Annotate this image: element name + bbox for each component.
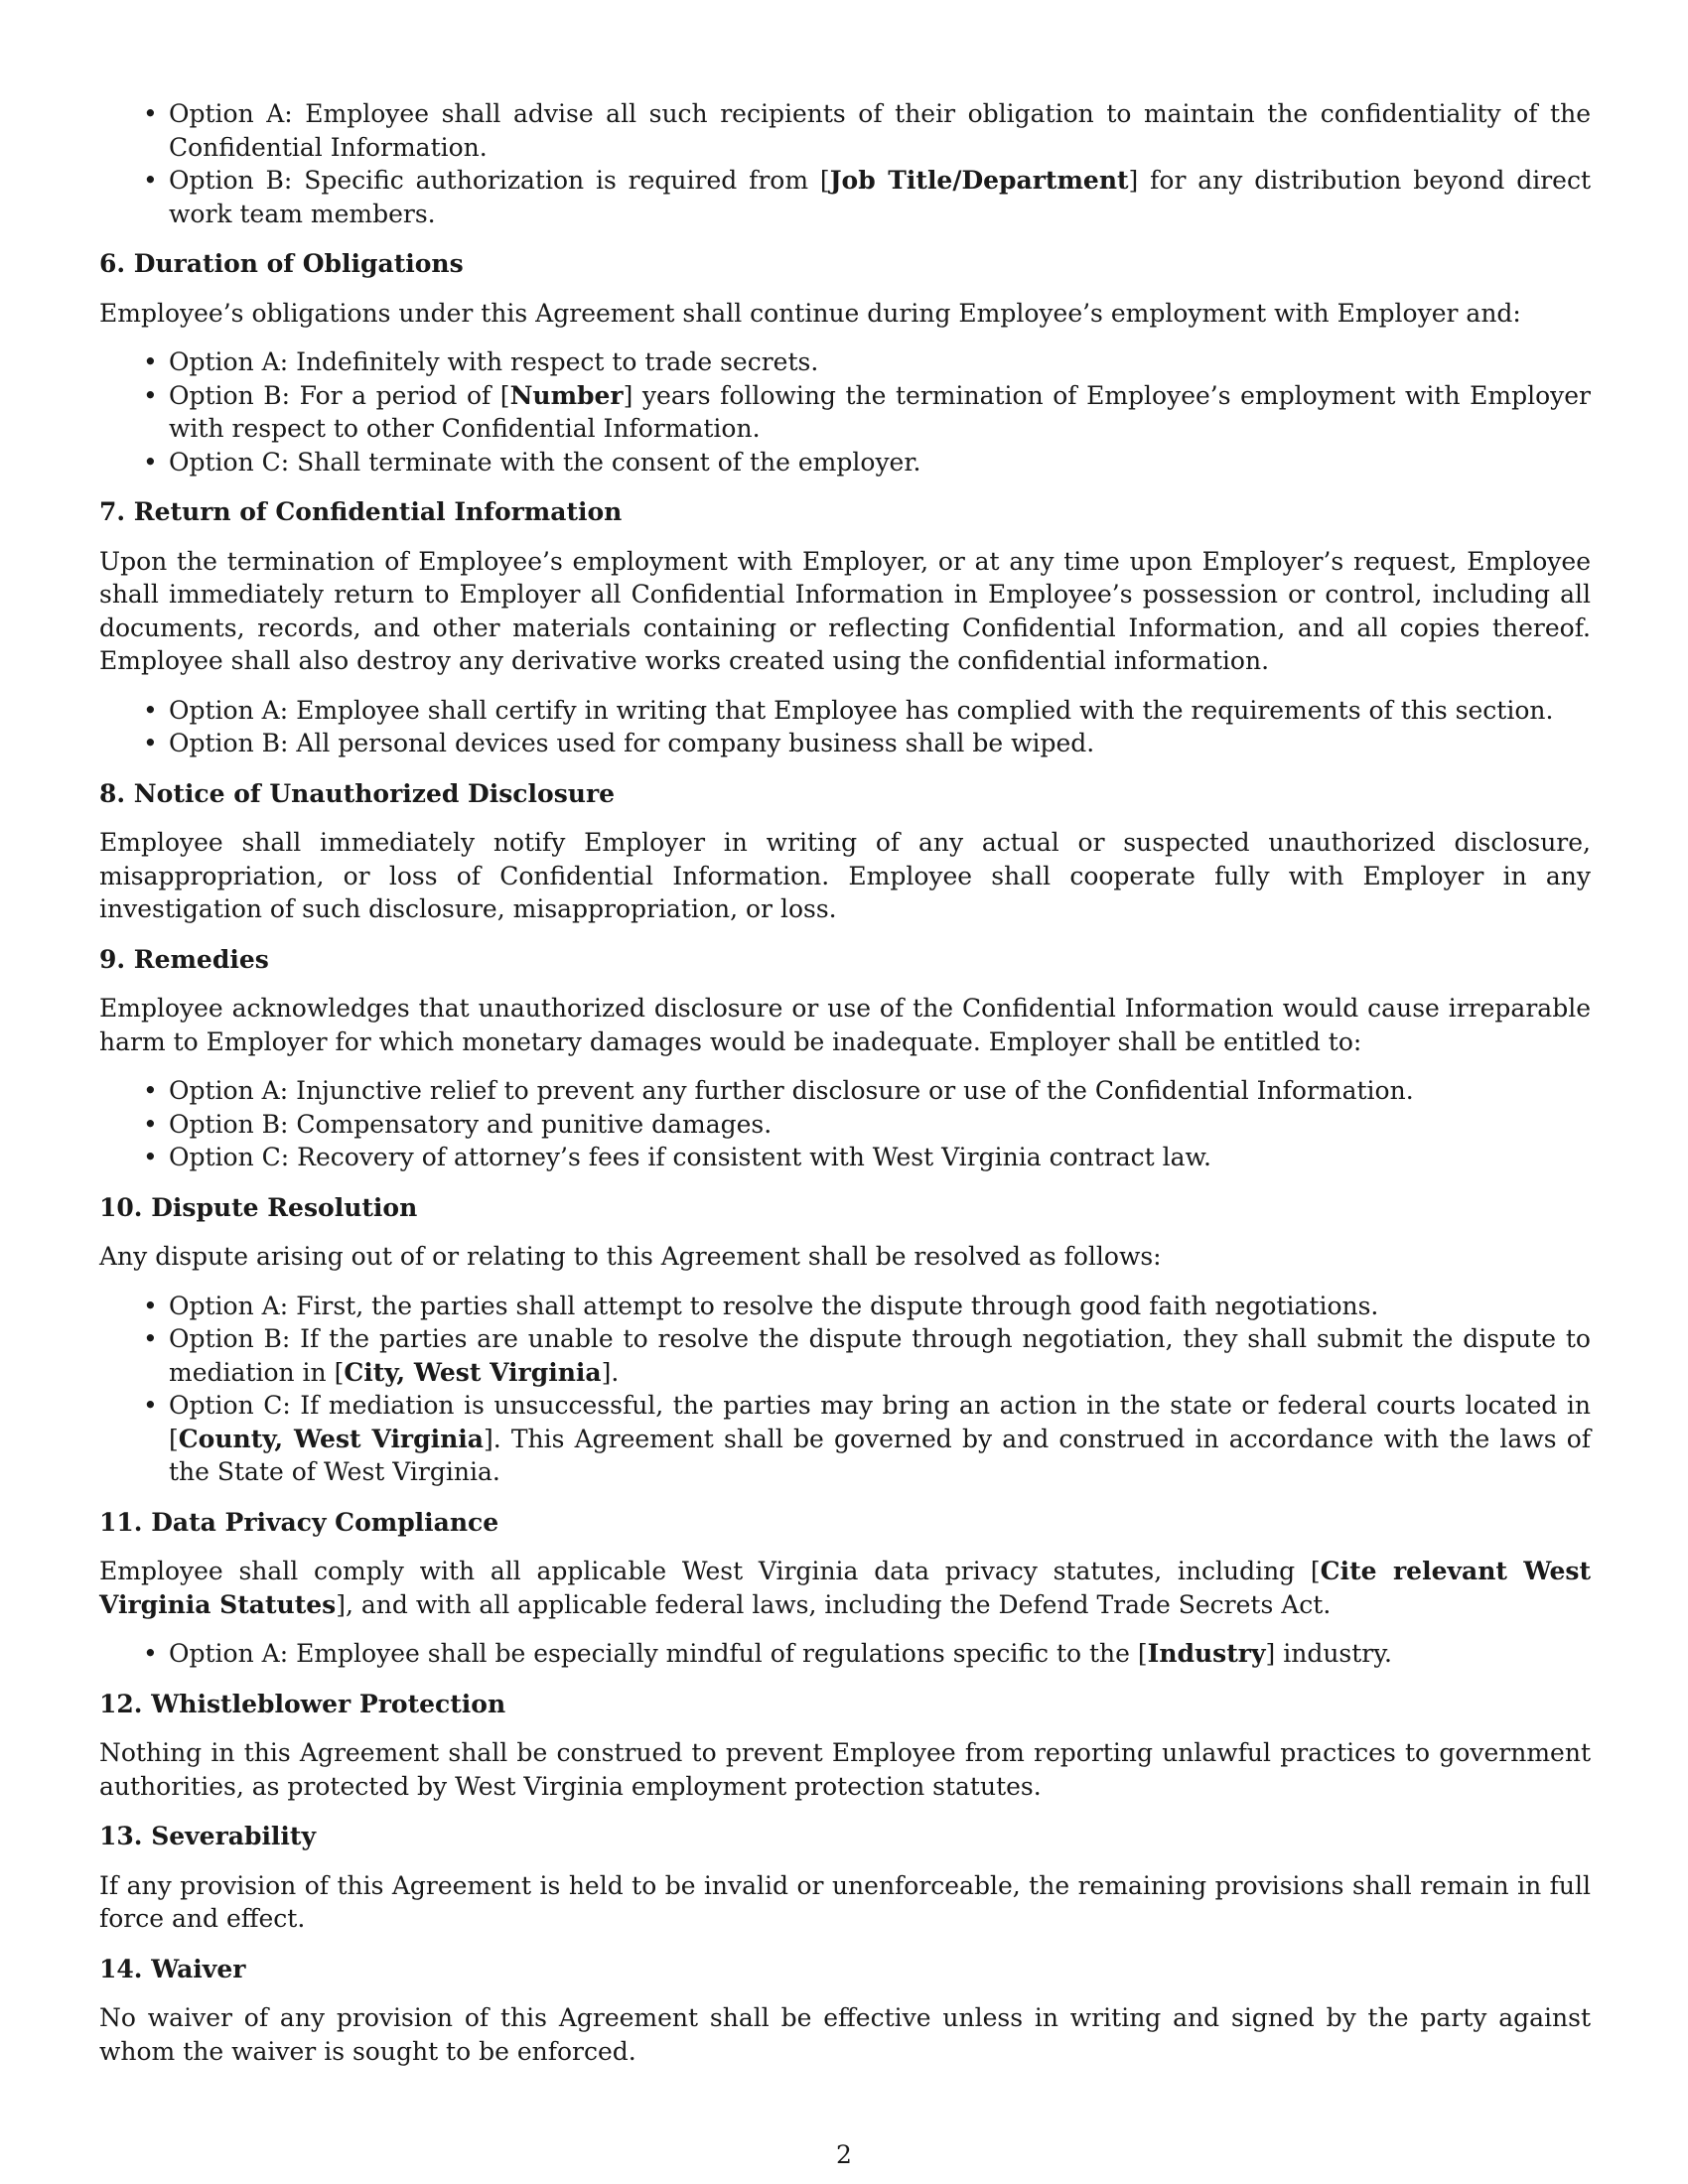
placeholder-field: Job Title/Department (829, 166, 1129, 195)
list-item (169, 1322, 1591, 1389)
section-paragraph: No waiver of any provision of this Agreement shall be effective unless in writing and signed by the party against whom the waiver is sought to be enforced. (99, 2003, 1591, 2066)
option-text: ] for any distribution beyond direct work team members. (169, 166, 1591, 228)
option-list (99, 1637, 1591, 1671)
option-text: Option B: All personal devices used for company business shall be wiped. (169, 729, 1095, 757)
document-page (99, 97, 1591, 2084)
list-item (169, 446, 1591, 479)
placeholder-field: Industry (1147, 1639, 1266, 1668)
paragraph-text: ], and with all applicable federal laws, including the Defend Trade Secrets Act. (336, 1589, 1332, 1619)
list-item (169, 1637, 1591, 1671)
section-heading-13: 13. Severability (99, 1822, 317, 1850)
option-text: Option C: If mediation is unsuccessful, the parties may bring an action in the state or federal courts located in [ (169, 1391, 1591, 1453)
paragraph-text: Employee shall comply with all applicable West Virginia data privacy statutes, including [ (99, 1557, 1321, 1585)
option-text: Option A: Indefinitely with respect to trade secrets. (169, 347, 819, 376)
option-list (99, 1290, 1591, 1489)
list-item (169, 97, 1591, 164)
placeholder-field: Number (509, 380, 624, 410)
placeholder-field: City, West Virginia (344, 1357, 602, 1387)
option-text: Option B: For a period of [ (169, 380, 510, 410)
option-text: Option B: Specific authorization is required from [ (169, 166, 830, 195)
list-item (169, 1074, 1591, 1108)
list-item (169, 1389, 1591, 1489)
option-text: ] years following the termination of Employee’s employment with Employer with respect to other Confidential Information. (169, 380, 1591, 443)
placeholder-field: Cite relevant West Virginia Statutes (99, 1557, 1591, 1619)
section-paragraph: Employee’s obligations under this Agreement shall continue during Employee’s employment with Employer and: (99, 298, 1521, 328)
section-heading-10: 10. Dispute Resolution (99, 1192, 418, 1222)
section-heading-7: 7. Return of Confidential Information (99, 497, 623, 526)
list-item (169, 1108, 1591, 1142)
section-paragraph: Employee shall immediately notify Employer in writing of any actual or suspected unauthorized disclosure, misappropriation, or loss of Confidential Information. Employee shall cooperate fully with Employer in any investigation of such disclosure, misappropriation, or loss. (99, 828, 1591, 923)
section-paragraph: Nothing in this Agreement shall be construed to prevent Employee from reporting unlawful practices to government authorities, as protected by West Virginia employment protection statutes. (99, 1738, 1591, 1801)
option-text: Option A: Injunctive relief to prevent any further disclosure or use of the Confidential Information. (169, 1076, 1414, 1105)
list-item (169, 379, 1591, 446)
option-text: Option C: Shall terminate with the consent of the employer. (169, 447, 921, 477)
option-text: Option A: Employee shall certify in writing that Employee has complied with the requirements of this section. (169, 695, 1554, 725)
option-text: ] industry. (1265, 1639, 1392, 1668)
section-paragraph: If any provision of this Agreement is held to be invalid or unenforceable, the remaining provisions shall remain in full force and effect. (99, 1870, 1591, 1933)
section-paragraph: Upon the termination of Employee’s employment with Employer, or at any time upon Employer’s request, Employee shall immediately return to Employer all Confidential Information in Employee’s possession or control, including all documents, records, and other materials containing or reflecting Confidential Information, and all copies thereof. Employee shall also destroy any derivative works created using the confidential information. (99, 546, 1591, 675)
intro-option-list (99, 97, 1591, 230)
section-paragraph: Any dispute arising out of or relating to this Agreement shall be resolved as follows: (99, 1242, 1162, 1271)
section-heading-9: 9. Remedies (99, 944, 269, 974)
section-heading-14: 14. Waiver (99, 1954, 246, 1983)
option-list (99, 345, 1591, 478)
option-text: Option A: First, the parties shall attempt to resolve the dispute through good faith negotiations. (169, 1291, 1379, 1320)
section-heading-6: 6. Duration of Obligations (99, 249, 464, 278)
option-text: ]. This Agreement shall be governed by and construed in accordance with the laws of the State of West Virginia. (169, 1424, 1592, 1486)
list-item (169, 345, 1591, 379)
option-list (99, 1074, 1591, 1174)
list-item (169, 164, 1591, 230)
option-text: Option A: Employee shall advise all such recipients of their obligation to maintain the confidentiality of the Confidential Information. (169, 99, 1591, 162)
section-paragraph: Employee acknowledges that unauthorized disclosure or use of the Confidential Information would cause irreparable harm to Employer for which monetary damages would be inadequate. Employer shall be entitled to: (99, 994, 1591, 1056)
option-text: Option A: Employee shall be especially mindful of regulations specific to the [ (169, 1639, 1148, 1668)
list-item (169, 727, 1591, 760)
list-item (169, 694, 1591, 728)
page-number: 2 (836, 2140, 852, 2169)
placeholder-field: County, West Virginia (178, 1424, 484, 1453)
option-text: Option B: Compensatory and punitive damages. (169, 1109, 773, 1139)
option-text: ]. (601, 1357, 620, 1387)
option-text: Option B: If the parties are unable to resolve the dispute through negotiation, they shall submit the dispute to mediation in [ (169, 1324, 1591, 1387)
option-text: Option C: Recovery of attorney’s fees if consistent with West Virginia contract law. (169, 1143, 1211, 1171)
section-heading-12: 12. Whistleblower Protection (99, 1689, 506, 1718)
section-heading-11: 11. Data Privacy Compliance (99, 1507, 499, 1537)
section-paragraph (99, 1555, 1591, 1621)
section-heading-8: 8. Notice of Unauthorized Disclosure (99, 778, 616, 808)
list-item (169, 1290, 1591, 1323)
list-item (169, 1141, 1591, 1174)
option-list (99, 694, 1591, 760)
